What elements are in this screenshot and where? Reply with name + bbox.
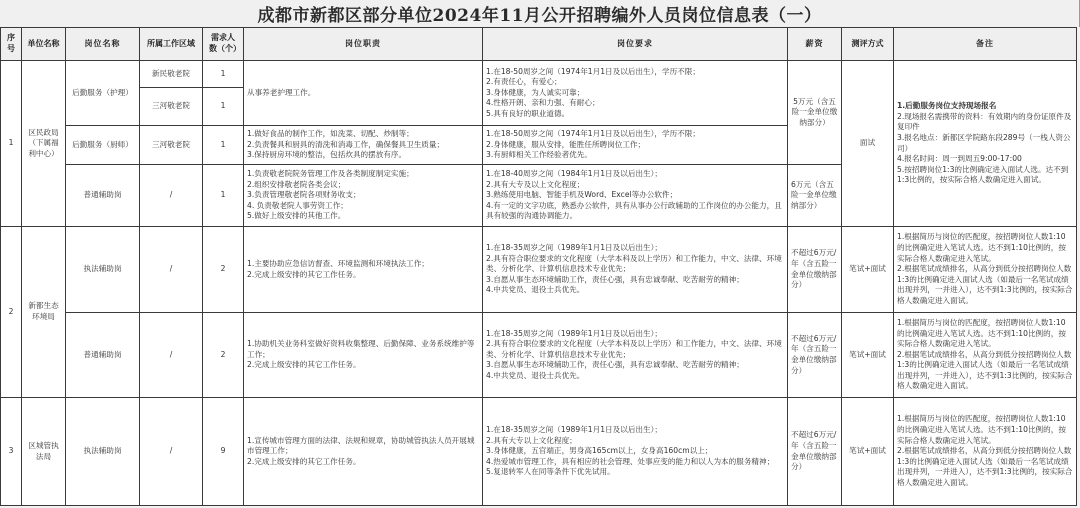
unit-cell: 区民政局（下属福利中心） — [22, 61, 66, 227]
count-cell: 1 — [203, 126, 244, 165]
requirements-cell: 1.在18-50周岁之间（1974年1月1日及以后出生），学历不限； 2.有责任心，有爱心； 3.身体健康，为人诚实可靠； 4.性格开朗、亲和力强、有耐心； 5.具有良好的职业道德。 — [483, 61, 788, 126]
requirements-cell: 1.在18-35周岁之间（1989年1月1日及以后出生）； 2.具有大专以上文化程度； 3.身体健康，五官端正，男身高165cm以上，女身高160cm以上； 4.热爱城市管理工作，具有相应的社会管理、处事应变的能力和以人为本的服务精神； 5.复退转军人在同等条件下优先试用。 — [483, 398, 788, 506]
assessment-cell: 面试 — [842, 61, 894, 227]
salary-cell: 不超过6万元/年（含五险一金单位缴纳部分） — [788, 313, 842, 398]
area-cell: / — [140, 227, 203, 313]
remarks-cell: 1.后勤服务岗位支持现场报名 2.现场报名需携带的资料：有效期内的身份证原件及复印件 3.报名地点：新都区学院路东段289号（一栈人资公司） 4.报名时间：周一到周五9:00-17:00 5.按招聘岗位1:3的比例确定进入面试人选。达不到1:3比例的，按实际合格人数确定进入面试。 — [894, 61, 1077, 227]
seq-cell: 2 — [1, 227, 22, 398]
table-row — [1, 398, 1077, 506]
requirements-cell: 1.在18-50周岁之间（1974年1月1日及以后出生），学历不限； 2.身体健康，服从安排，能胜任所聘岗位工作； 3.有厨师相关工作经验者优先。 — [483, 126, 788, 165]
header-remarks: 备注 — [894, 28, 1077, 61]
header-row — [1, 28, 1077, 61]
seq-cell: 1 — [1, 61, 22, 227]
seq-cell: 3 — [1, 398, 22, 506]
salary-cell: 不超过6万元/年（含五险一金单位缴纳部分） — [788, 398, 842, 506]
table-row — [1, 61, 1077, 88]
position-cell: 执法辅助岗 — [66, 398, 140, 506]
duties-cell: 1.宣传城市管理方面的法律、法规和规章，协助城管执法人员开展城市管理工作； 2.完成上级安排的其它工作任务。 — [244, 398, 483, 506]
unit-cell: 区城管执法局 — [22, 398, 66, 506]
unit-cell: 新都生态环境局 — [22, 227, 66, 398]
assessment-cell: 笔试+面试 — [842, 313, 894, 398]
area-cell: 三河敬老院 — [140, 126, 203, 165]
area-cell: / — [140, 398, 203, 506]
count-cell: 9 — [203, 398, 244, 506]
count-cell: 1 — [203, 88, 244, 126]
count-cell: 2 — [203, 313, 244, 398]
position-cell: 后勤服务（护理） — [66, 61, 140, 126]
count-cell: 1 — [203, 165, 244, 227]
duties-cell: 1.协助机关业务科室做好资料收集整理、后勤保障、业务系统维护等工作； 2.完成上级安排的其它工作任务。 — [244, 313, 483, 398]
requirements-cell: 1.在18-35周岁之间（1989年1月1日及以后出生）； 2.具有符合职位要求的文化程度（大学本科及以上学历）和工作能力，中文、法律、环境类、分析化学、计算机信息技术专业优先； 3.自愿从事生态环境辅助工作，责任心强，具有忠诚奉献、吃苦耐劳的精神； 4.中共党员、退役士兵优先。 — [483, 227, 788, 313]
position-cell: 后勤服务（厨师） — [66, 126, 140, 165]
remarks-cell: 1.根据简历与岗位的匹配度，按招聘岗位人数1:10的比例确定进入笔试人选。达不到1:10比例的，按实际合格人数确定进入笔试。 2.根据笔试成绩排名，从高分到低分按招聘岗位人数1:3的比例确定进入面试人选（如最后一名笔试成绩出现并列，一并进入），达不到1:3比例的，按实际合格人数确定进入面试。 — [894, 398, 1077, 506]
header-seq: 序号 — [1, 28, 22, 61]
duties-cell: 1.主要协助应急信访督查、环境监测和环境执法工作； 2.完成上级安排的其它工作任务。 — [244, 227, 483, 313]
title-bar — [0, 0, 1080, 27]
assessment-cell: 笔试+面试 — [842, 398, 894, 506]
page-title: 成都市新都区部分单位2024年11月公开招聘编外人员岗位信息表（一） — [257, 6, 822, 26]
salary-cell: 5万元（含五险一金单位缴纳部分） — [788, 61, 842, 165]
position-cell: 普通辅助岗 — [66, 313, 140, 398]
header-requirements: 岗位要求 — [483, 28, 788, 61]
header-count: 需求人数（个） — [203, 28, 244, 61]
area-cell: / — [140, 313, 203, 398]
salary-cell: 6万元（含五险一金单位缴纳部分） — [788, 165, 842, 227]
duties-cell: 1.做好食品的制作工作，如洗菜、切配、炒制等； 2.负责餐具和厨具的清洗和消毒工作，确保餐具卫生质量； 3.保持厨房环境的整洁，包括炊具的摆放有序。 — [244, 126, 483, 165]
requirements-cell: 1.在18-35周岁之间（1989年1月1日及以后出生）； 2.具有符合职位要求的文化程度（大学本科及以上学历）和工作能力，中文、法律、环境类、分析化学、计算机信息技术专业优先； 3.自愿从事生态环境辅助工作，责任心强，具有忠诚奉献、吃苦耐劳的精神； 4.中共党员、退役士兵优先。 — [483, 313, 788, 398]
position-cell: 执法辅助岗 — [66, 227, 140, 313]
count-cell: 1 — [203, 61, 244, 88]
table-row — [1, 313, 1077, 398]
header-unit: 单位名称 — [22, 28, 66, 61]
position-cell: 普通辅助岗 — [66, 165, 140, 227]
header-area: 所属工作区域 — [140, 28, 203, 61]
duties-cell: 1.负责敬老院院务管理工作及各类制度制定实施； 2.组织安排敬老院各类会议； 3.负责管理敬老院各项财务收支； 4. 负责敬老院人事劳资工作； 5.做好上级安排的其他工作。 — [244, 165, 483, 227]
requirements-cell: 1.在18-40周岁之间（1984年1月1日及以后出生）； 2.具有大专及以上文化程度； 3.熟练使用电脑、智能手机及Word、Excel等办公软件； 4.有一定的文字功底，熟悉办公软件，具有从事办公行政辅助的工作岗位的办公能力，且具有较强的沟通协调能力。 — [483, 165, 788, 227]
header-assessment: 测评方式 — [842, 28, 894, 61]
duties-cell: 从事养老护理工作。 — [244, 61, 483, 126]
area-cell: 新民敬老院 — [140, 61, 203, 88]
salary-cell: 不超过6万元/年（含五险一金单位缴纳部分） — [788, 227, 842, 313]
job-table — [0, 27, 1077, 506]
area-cell: / — [140, 165, 203, 227]
header-duties: 岗位职责 — [244, 28, 483, 61]
header-position: 岗位名称 — [66, 28, 140, 61]
area-cell: 三河敬老院 — [140, 88, 203, 126]
remarks-cell: 1.根据简历与岗位的匹配度，按招聘岗位人数1:10的比例确定进入笔试人选。达不到1:10比例的，按实际合格人数确定进入笔试。 2.根据笔试成绩排名，从高分到低分按招聘岗位人数1:3的比例确定进入面试人选（如最后一名笔试成绩出现并列，一并进入），达不到1:3比例的，按实际合格人数确定进入面试。 — [894, 227, 1077, 313]
remarks-cell: 1.根据简历与岗位的匹配度，按招聘岗位人数1:10的比例确定进入笔试人选。达不到1:10比例的，按实际合格人数确定进入笔试。 2.根据笔试成绩排名，从高分到低分按招聘岗位人数1:3的比例确定进入面试人选（如最后一名笔试成绩出现并列，一并进入），达不到1:3比例的，按实际合格人数确定进入面试。 — [894, 313, 1077, 398]
table-row — [1, 227, 1077, 313]
header-salary: 薪资 — [788, 28, 842, 61]
count-cell: 2 — [203, 227, 244, 313]
assessment-cell: 笔试+面试 — [842, 227, 894, 313]
